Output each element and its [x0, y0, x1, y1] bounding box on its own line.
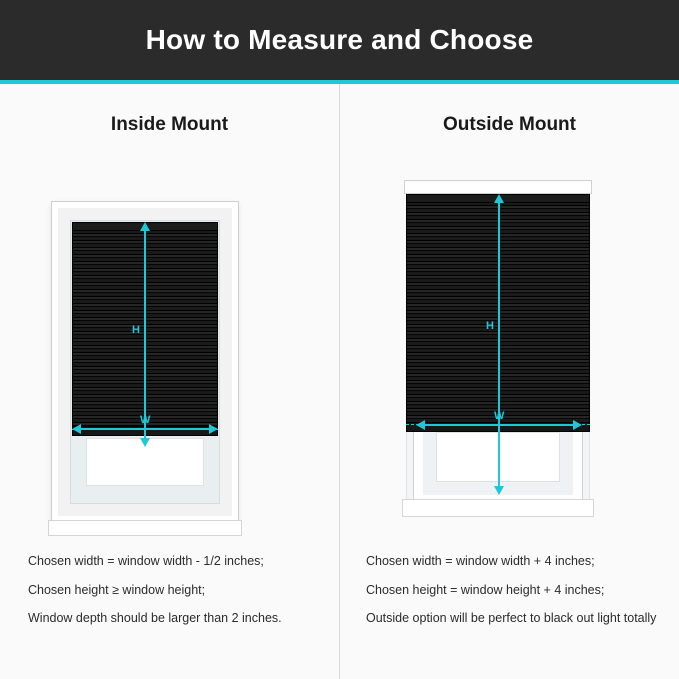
width-dimension-line — [79, 428, 211, 430]
caption-line: Chosen width = window width + 4 inches; — [366, 554, 595, 568]
captions-inside-mount — [28, 554, 367, 640]
height-dimension-line — [144, 229, 146, 441]
caption-line: Chosen height = window height + 4 inches; — [366, 582, 605, 597]
page-title: How to Measure and Choose — [145, 24, 534, 55]
height-arrow-bottom-icon — [494, 486, 504, 495]
panel-title-inside: Inside Mount — [110, 114, 229, 135]
height-label: H — [132, 324, 140, 336]
caption-line: Chosen height ≥ window height; — [28, 582, 206, 597]
width-label: W — [494, 410, 505, 422]
caption-line: Chosen width = window width - 1/2 inches; — [28, 554, 264, 568]
height-label: H — [486, 320, 494, 332]
header-bar — [0, 0, 679, 80]
width-label: W — [140, 414, 151, 426]
content-area — [0, 84, 679, 679]
captions-outside-mount — [366, 554, 679, 640]
caption-line: Outside option will be perfect to black out light totally — [366, 611, 657, 626]
inside-mount-illustration — [52, 202, 238, 522]
width-arrow-right-icon — [209, 424, 218, 434]
width-dimension-line — [423, 424, 575, 426]
caption-line: Window depth should be larger than 2 inches. — [28, 611, 282, 626]
panel-inside-mount — [0, 84, 339, 679]
mounting-board — [404, 180, 592, 194]
height-arrow-bottom-icon — [140, 438, 150, 447]
panel-outside-mount — [340, 84, 679, 679]
outside-mount-illustration — [392, 180, 604, 525]
width-arrow-right-icon — [573, 420, 582, 430]
window-sill — [48, 520, 242, 536]
panel-title-outside: Outside Mount — [443, 114, 576, 135]
window-sill — [402, 499, 594, 517]
height-dimension-line — [498, 201, 500, 490]
